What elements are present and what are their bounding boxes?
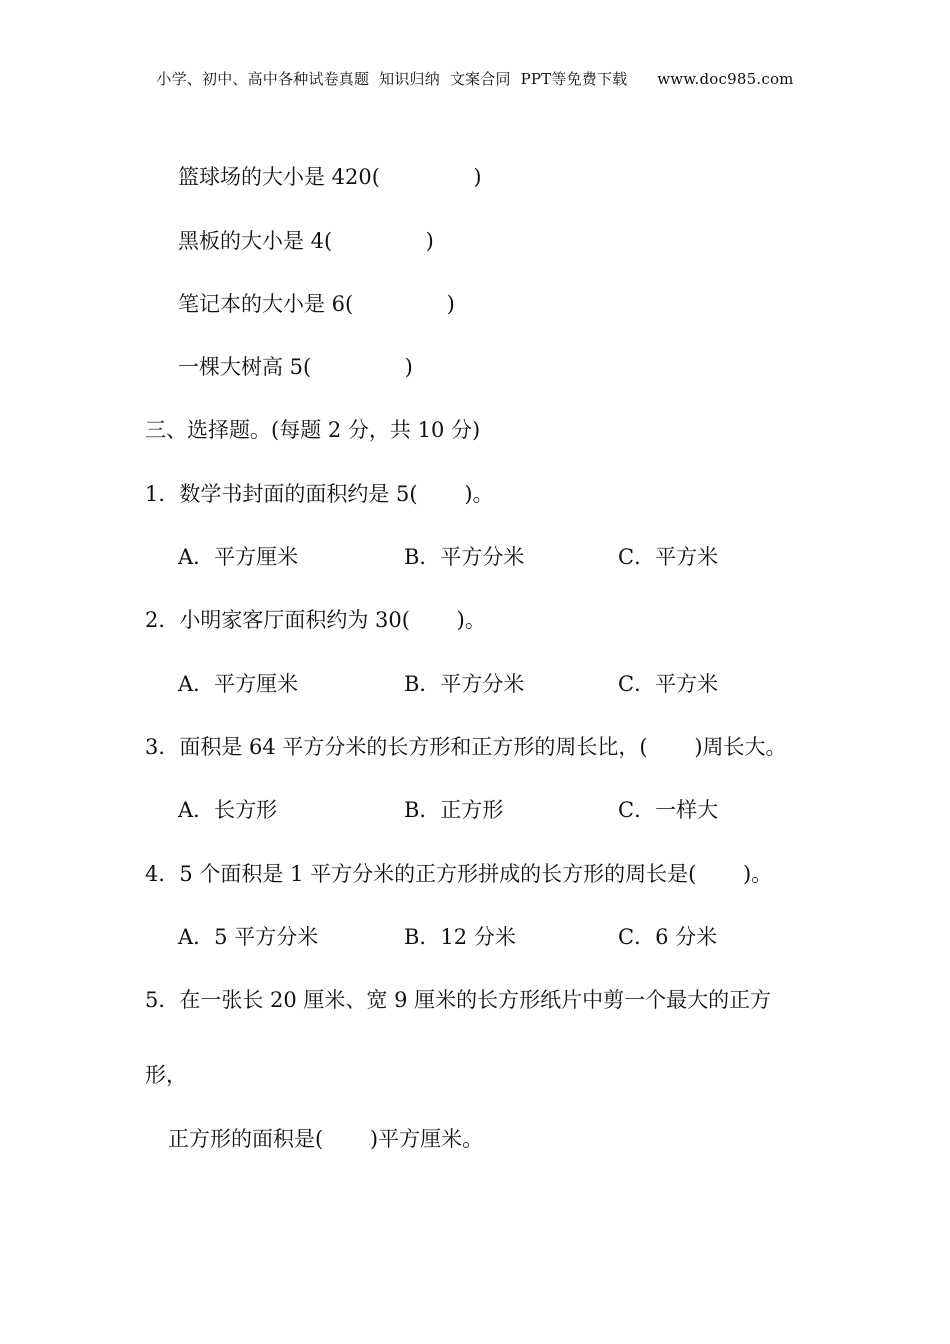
- question-1-stem: 1．数学书封面的面积约是 5( )。: [145, 482, 494, 506]
- fill-item-tree: 一棵大树高 5( ): [178, 355, 413, 379]
- question-3-option-c: C．一样大: [618, 798, 719, 822]
- question-5-stem-line-2: 形，: [145, 1063, 187, 1087]
- question-1-option-a: A．平方厘米: [178, 545, 299, 569]
- question-4-option-c: C．6 分米: [618, 925, 718, 949]
- question-3-option-b: B．正方形: [404, 798, 504, 822]
- question-4-option-b: B．12 分米: [404, 925, 516, 949]
- question-4-stem: 4．5 个面积是 1 平方分米的正方形拼成的长方形的周长是( )。: [145, 862, 773, 886]
- question-3-stem: 3．面积是 64 平方分米的长方形和正方形的周长比，( )周长大。: [145, 735, 787, 759]
- question-1-option-c: C．平方米: [618, 545, 719, 569]
- question-5-stem-line-1: 5．在一张长 20 厘米、宽 9 厘米的长方形纸片中剪一个最大的正方: [145, 988, 772, 1012]
- fill-item-basketball-court: 篮球场的大小是 420( ): [178, 165, 482, 189]
- section-title: 三、选择题。(每题 2 分，共 10 分): [145, 418, 481, 442]
- page-header: 小学、初中、高中各种试卷真题 知识归纳 文案合同 PPT等免费下载 www.doc985.com: [156, 70, 794, 88]
- question-2-option-c: C．平方米: [618, 672, 719, 696]
- question-2-option-b: B．平方分米: [404, 672, 525, 696]
- question-1-option-b: B．平方分米: [404, 545, 525, 569]
- question-5-stem-line-3: 正方形的面积是( )平方厘米。: [168, 1127, 484, 1151]
- question-3-option-a: A．长方形: [178, 798, 278, 822]
- question-2-option-a: A．平方厘米: [178, 672, 299, 696]
- question-2-stem: 2．小明家客厅面积约为 30( )。: [145, 608, 486, 632]
- question-4-option-a: A．5 平方分米: [178, 925, 319, 949]
- fill-item-blackboard: 黑板的大小是 4( ): [178, 229, 434, 253]
- fill-item-notebook: 笔记本的大小是 6( ): [178, 292, 455, 316]
